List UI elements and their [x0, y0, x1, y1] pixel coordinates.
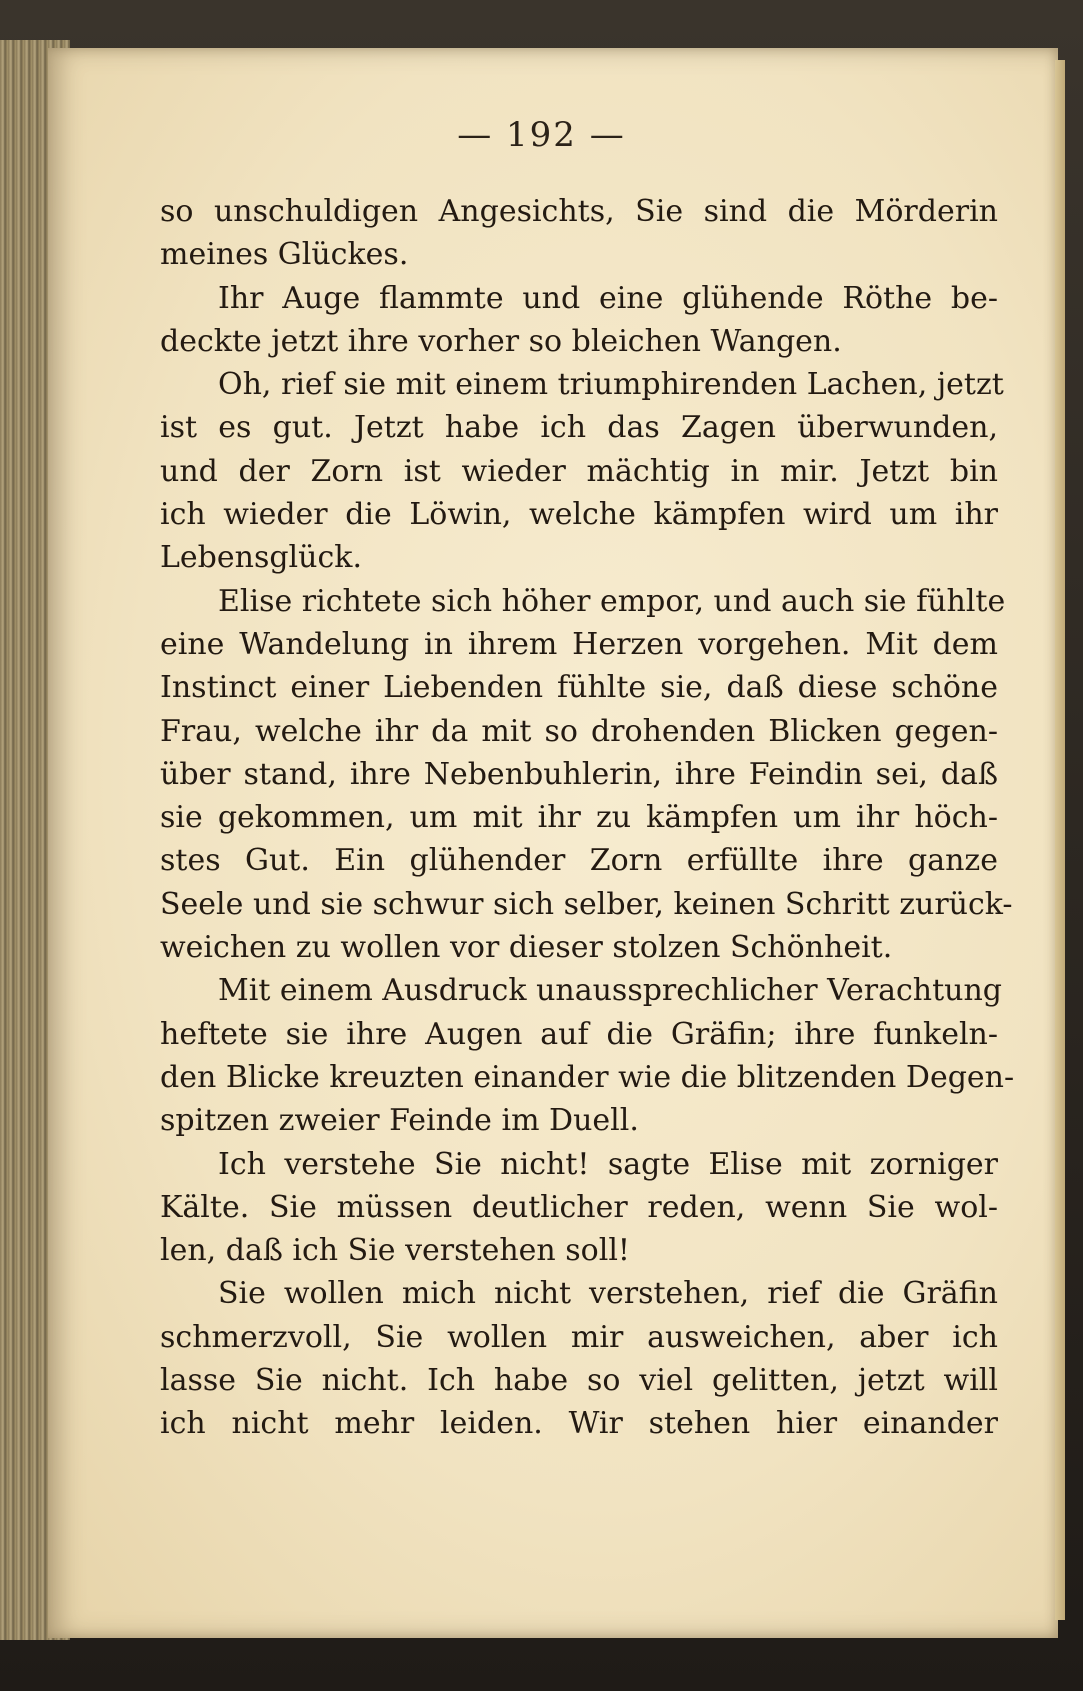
text-line: Kälte. Sie müssen deutlicher reden, wenn Sie wol-: [160, 1189, 998, 1225]
text-line: sie gekommen, um mit ihr zu kämpfen um ihr höch-: [160, 800, 998, 836]
text-line: Seele und sie schwur sich selber, keinen Schritt zurück-: [160, 886, 1013, 922]
text-line: eine Wandelung in ihrem Herzen vorgehen. Mit dem: [160, 626, 998, 662]
body-text: [160, 190, 1015, 1446]
text-line: Sie wollen mich nicht verstehen, rief die Gräfin: [218, 1276, 998, 1312]
text-line: meines Glückes.: [160, 237, 409, 273]
text-line: len, daß ich Sie verstehen soll!: [160, 1233, 630, 1269]
text-line: so unschuldigen Angesichts, Sie sind die Mörderin: [160, 194, 998, 229]
text-line: stes Gut. Ein glühender Zorn erfüllte ihre ganze: [160, 843, 998, 879]
text-line: den Blicke kreuzten einander wie die blitzenden Degen-: [160, 1059, 1015, 1095]
text-line: Elise richtete sich höher empor, und auch sie fühlte: [218, 583, 1006, 619]
text-line: über stand, ihre Nebenbuhlerin, ihre Feindin sei, daß: [160, 756, 998, 792]
text-line: Ich verstehe Sie nicht! sagte Elise mit zorniger: [218, 1146, 998, 1182]
text-line: Oh, rief sie mit einem triumphirenden Lachen, jetzt: [218, 367, 1004, 403]
text-line: lasse Sie nicht. Ich habe so viel gelitten, jetzt will: [160, 1363, 998, 1399]
page-number: — 192 —: [457, 115, 626, 155]
text-line: Mit einem Ausdruck unaussprechlicher Verachtung: [218, 973, 1002, 1009]
text-line: Instinct einer Liebenden fühlte sie, daß diese schöne: [160, 670, 998, 706]
text-line: Lebensglück.: [160, 540, 362, 576]
text-line: schmerzvoll, Sie wollen mir ausweichen, aber ich: [160, 1319, 998, 1355]
text-line: ich wieder die Löwin, welche kämpfen wird um ihr: [160, 497, 998, 533]
text-line: heftete sie ihre Augen auf die Gräfin; ihre funkeln-: [160, 1016, 998, 1052]
text-line: Ihr Auge flammte und eine glühende Röthe be-: [218, 280, 998, 316]
text-line: ist es gut. Jetzt habe ich das Zagen überwunden,: [160, 410, 998, 446]
text-line: ich nicht mehr leiden. Wir stehen hier einander: [160, 1406, 998, 1442]
text-line: spitzen zweier Feinde im Duell.: [160, 1103, 639, 1139]
text-line: deckte jetzt ihre vorher so bleichen Wangen.: [160, 323, 842, 359]
page-edge: [1055, 60, 1065, 1620]
text-line: Frau, welche ihr da mit so drohenden Blicken gegen-: [160, 713, 998, 749]
text-line: und der Zorn ist wieder mächtig in mir. Jetzt bin: [160, 453, 998, 489]
text-line: weichen zu wollen vor dieser stolzen Schönheit.: [160, 930, 893, 966]
